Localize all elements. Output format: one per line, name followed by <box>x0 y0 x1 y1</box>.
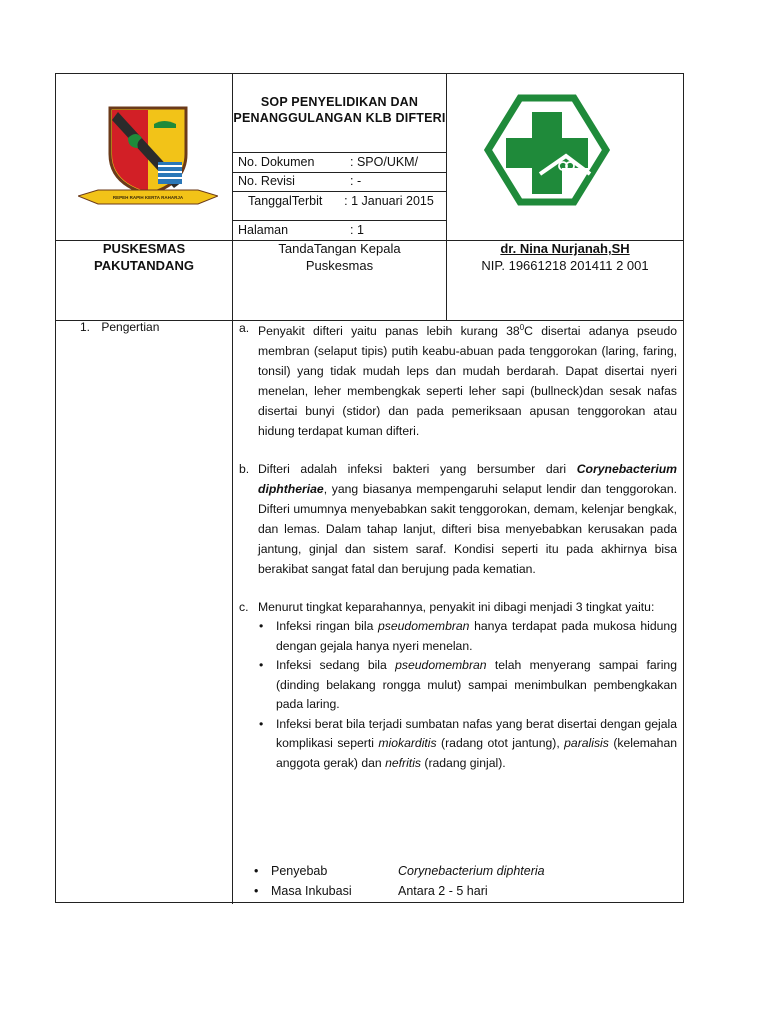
department-label: PUSKESMAS PAKUTANDANG <box>94 241 194 273</box>
section-heading <box>80 320 159 334</box>
department-name <box>56 240 232 274</box>
list-item: • Infeksi sedang bila pseudomembran telah menyerang sampai faring (dinding belakang rongga mulut) sampai menimbulkan pembengkakan pada laring. <box>259 658 677 712</box>
meta-label: No. Dokumen <box>238 155 315 169</box>
sop-document <box>55 73 684 903</box>
page-title: SOP PENYELIDIKAN DAN PENANGGULANGAN KLB DIFTERI <box>233 95 446 125</box>
crest-motto: REPEH RAPIH KERTA RAHARJA <box>112 195 184 200</box>
list-item: • Infeksi ringan bila pseudomembran hanya terdapat pada mukosa hidung dengan gejala hanya nyeri menelan. <box>259 619 677 653</box>
meta-label: Halaman <box>238 223 289 237</box>
item-marker: a. <box>239 321 250 335</box>
definition-item-c: c. Menurut tingkat keparahannya, penyakit ini dibagi menjadi 3 tingkat yaitu: <box>239 597 677 617</box>
head-name: dr. Nina Nurjanah,SH <box>500 241 630 256</box>
section-content <box>239 318 677 773</box>
fact-label: Masa Inkubasi <box>271 884 352 898</box>
column-divider-right <box>446 74 447 320</box>
fact-row-cause: • Penyebab Corynebacterium diphteria <box>254 861 674 881</box>
puskesmas-logo <box>484 94 610 206</box>
fact-value: Antara 2 - 5 hari <box>398 884 488 898</box>
fact-label: Penyebab <box>271 864 328 878</box>
head-signatory <box>447 240 683 274</box>
signature-label-text: TandaTangan Kepala Puskesmas <box>278 241 401 273</box>
meta-divider-2 <box>232 191 446 192</box>
definition-item-b: b. Difteri adalah infeksi bakteri yang bersumber dari Corynebacterium diphtheriae, yang biasanya mempengaruhi selaput lendir dan tenggorokan. Difteri umumnya menyebabkan sakit tenggorokan, demam, kelenjar bengkak, dan lemas. Dalam tahap lanjut, difteri bisa menyebabkan kerusakan pada jantung, ginjal dan sistem saraf. Kondisi seperti itu pada akhirnya bisa berakibat sangat fatal dan berujung pada kematian. <box>239 459 677 579</box>
severity-list <box>239 617 677 773</box>
column-divider-left <box>232 74 233 904</box>
signature-label <box>233 240 446 274</box>
meta-value: : - <box>350 174 362 188</box>
section-title: Pengertian <box>101 320 160 334</box>
meta-value: : SPO/UKM/ <box>350 155 419 169</box>
meta-divider-1 <box>232 172 446 173</box>
item-marker: b. <box>239 462 250 477</box>
fact-value: Corynebacterium diphteria <box>398 864 545 878</box>
meta-value: : 1 <box>350 223 364 237</box>
disease-facts <box>254 861 674 901</box>
title-divider <box>232 152 446 153</box>
head-nip: NIP. 19661218 201411 2 001 <box>481 258 649 273</box>
meta-value: : 1 Januari 2015 <box>344 194 434 208</box>
list-item: • Infeksi berat bila terjadi sumbatan nafas yang berat disertai dengan gejala komplikasi seperti miokarditis (radang otot jantung), paralisis (kelemahan anggota gerak) dan nefritis (radang ginjal). <box>259 716 677 770</box>
fact-row-incubation: • Masa Inkubasi Antara 2 - 5 hari <box>254 881 674 901</box>
section-number: 1. <box>80 320 91 334</box>
meta-label: No. Revisi <box>238 174 295 188</box>
meta-label: TanggalTerbit <box>248 194 323 208</box>
item-marker: c. <box>239 600 249 615</box>
meta-divider-3 <box>232 220 446 221</box>
definition-item-a: a. Penyakit difteri yaitu panas lebih kurang $38^0C$ disertai adanya pseudo membran (selaput tipis) putih keabu-abuan pada tenggorokan (laring, faring, tonsil) yang tidak mudah leps dan mudah berdarah. Dapat disertai nyeri menelan, leher membengkak seperti leher sapi (bullneck)dan sesak nafas disertai bunyi (stidor) dan pada pemeriksaan apusan tenggorokan atau hidung terdapat kuman difteri. <box>239 318 677 441</box>
